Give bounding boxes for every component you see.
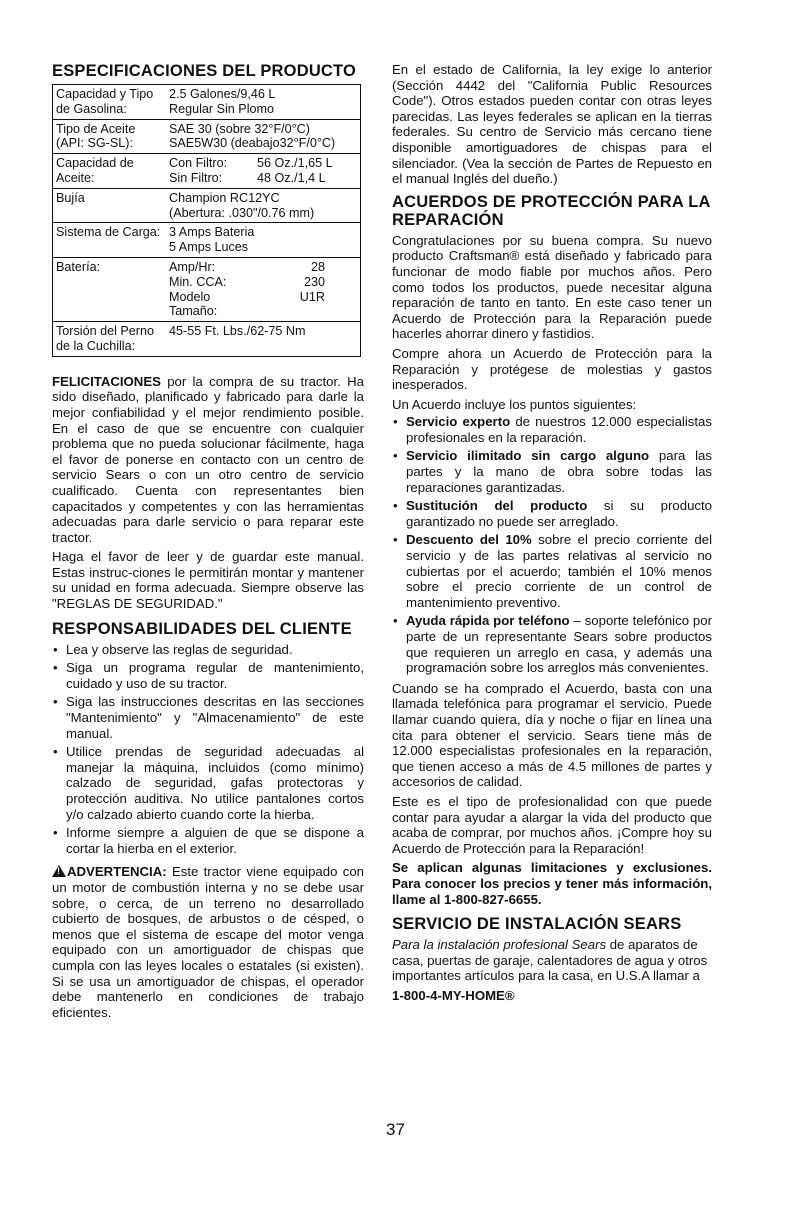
list-item: • Siga un programa regular de mantenimiento, cuidado y uso de su tractor. xyxy=(52,660,364,691)
list-item: • Siga las instrucciones descritas en las secciones "Mantenimiento" y "Almacenamiento" de este manual. xyxy=(52,694,364,741)
servicio-paragraph: Para la instalación profesional Sears de aparatos de casa, puertas de garaje, calentadores de agua y otros importantes artículos para la casa, en U.S.A llamar a xyxy=(392,937,708,984)
spec-key: Batería: xyxy=(56,259,101,274)
spec-key: Sistema de Carga: xyxy=(56,225,161,240)
spec-title: ESPECIFICACIONES DEL PRODUCTO xyxy=(52,62,357,80)
right-column xyxy=(392,62,712,1007)
spec-key: Bujía xyxy=(56,190,85,205)
servicio-phone: 1-800-4-MY-HOME® xyxy=(392,987,515,1003)
spec-value: Amp/Hr: 28 Min. CCA: 230 Modelo Tamaño: U1R xyxy=(169,259,325,319)
spec-row xyxy=(53,322,361,357)
spec-row xyxy=(53,119,361,154)
list-item: • Descuento del 10% sobre el precio corriente del servicio y de las partes relativas al servicio no cubiertas por el acuerdo; también el 10% menos sobre el precio corriente de un control de mantenimiento preventivo. xyxy=(392,532,712,610)
responsibilities-title: RESPONSABILIDADES DEL CLIENTE xyxy=(52,619,352,638)
responsibilities-list xyxy=(52,642,364,857)
list-item: • Ayuda rápida por teléfono – soporte telefónico por parte de un representante Sears sobre productos que requieren un arreglo en casa, y además una programación sobre los arreglos más convenientes. xyxy=(392,613,712,675)
spec-row xyxy=(53,154,361,189)
page-number: 37 xyxy=(386,1120,405,1139)
left-column xyxy=(52,62,364,1024)
spec-value: Con Filtro: 56 Oz./1,65 L Sin Filtro: 48 Oz./1,4 L xyxy=(169,156,333,185)
list-item: • Informe siempre a alguien de que se dispone a cortar la hierba en el exterior. xyxy=(52,825,364,856)
felicitaciones-paragraph: FELICITACIONES por la compra de su tractor. Ha sido diseñado, planificado y fabricado para darle la mejor confiabilidad y el mejor rendimiento posible. En el caso de que se encuentre con cualquier problema que no pueda solucionar fácilmente, haga el favor de ponerse en contacto con un centro de servicio Sears o con un otro centro de servicio cualificado. Cuenta con representantes bien capacitados y competentes y con las herramientas adecuadas para darle servicio o para reparar este tractor. xyxy=(52,373,364,545)
servicio-title: SERVICIO DE INSTALACIÓN SEARS xyxy=(392,915,682,934)
california-paragraph: En el estado de California, la ley exige lo anterior (Sección 4442 del "California Public Resources Code"). Otros estados pueden contar con otras leyes parecidas. Las leyes federales se aplican en la tierras federales. Su centro de Servicio más cercano tiene disponible amortiguadores de chispas para el silenciador. (Vea la sección de Partes de Repuesto en el manual Inglés del dueño.) xyxy=(392,62,712,187)
agreement-benefits-list xyxy=(392,414,712,676)
spec-row xyxy=(53,188,361,223)
manual-paragraph: Haga el favor de leer y de guardar este manual. Estas instruc-ciones le permitirán montar y mantener su unidad en forma adecuada. Siempre observe las "REGLAS DE SEGURIDAD." xyxy=(52,549,364,612)
spec-value: 2.5 Galones/9,46 L Regular Sin Plomo xyxy=(169,87,276,116)
spec-value: SAE 30 (sobre 32°F/0°C) SAE5W30 (deabajo32°F/0°C) xyxy=(169,121,336,151)
spec-value: Champion RC12YC (Abertura: .030"/0.76 mm) xyxy=(169,190,315,220)
acuerdos-paragraph: Compre ahora un Acuerdo de Protección para la Reparación y protégese de molestias y gastos inesperados. xyxy=(392,345,712,393)
list-item: • Servicio experto de nuestros 12.000 especialistas profesionales en la reparación. xyxy=(392,414,712,445)
spec-row xyxy=(53,257,361,321)
list-item: • Lea y observe las reglas de seguridad. xyxy=(52,642,364,658)
list-item: • Sustitución del producto si su producto garantizado no puede ser arreglado. xyxy=(392,498,712,529)
spec-key: Capacidad y Tipo de Gasolina: xyxy=(56,87,154,116)
este-paragraph: Este es el tipo de profesionalidad con que puede contar para ayudar a alargar la vida del producto que acaba de comprar, por muchos años. ¡Compre hoy su Acuerdo de Protección para la Reparación! xyxy=(392,793,712,856)
spec-table xyxy=(52,84,361,357)
spec-key: Torsión del Perno de la Cuchilla: xyxy=(56,324,155,353)
warning-icon xyxy=(52,865,66,877)
limitations-paragraph: Se aplican algunas limitaciones y exclusiones. Para conocer los precios y tener más información, llame al 1-800-827-6655. xyxy=(392,860,712,907)
acuerdos-paragraph: Un Acuerdo incluye los puntos siguientes: xyxy=(392,396,637,412)
warning-paragraph: !ADVERTENCIA: Este tractor viene equipado con un motor de combustión interna y no se debe usar sobre, o cerca, de un terreno no desarrollado cubierto de bosques, de arbustos o de césped, o menos que el sistema de escape del motor venga equipado con un amortiguador de chispas que cumpla con las leyes locales o estatales (si existen). Si se usa un amortiguador de chispas, el operador debe mantenerlo en condiciones de trabajo eficientes. xyxy=(52,864,364,1020)
spec-key: Tipo de Aceite (API: SG-SL): xyxy=(56,121,136,151)
list-item: • Utilice prendas de seguridad adecuadas al manejar la máquina, incluidos (como mínimo) calzado de seguridad, gafas protectoras y protección auditiva. No utilice pantalones cortos y/o calzado abierto cuando corte la hierba. xyxy=(52,744,364,822)
spec-key: Capacidad de Aceite: xyxy=(56,156,134,185)
acuerdos-title: ACUERDOS DE PROTECCIÓN PARA LA REPARACIÓN xyxy=(392,192,710,229)
spec-value: 45-55 Ft. Lbs./62-75 Nm xyxy=(169,324,306,339)
spec-row xyxy=(53,223,361,258)
cuando-paragraph: Cuando se ha comprado el Acuerdo, basta con una llamada telefónica para programar el servicio. Puede llamar cuando quiera, día y noche o fijar en línea una cita para obtener el servicio. Sears tiene más de 12.000 especialistas profesionales en la reparación, que tienen acceso a más de 4.5 millones de partes y accesorios de calidad. xyxy=(392,680,712,790)
list-item: • Servicio ilimitado sin cargo alguno para las partes y la mano de obra sobre todas las reparaciones garantizadas. xyxy=(392,448,712,495)
spec-value: 3 Amps Bateria 5 Amps Luces xyxy=(169,225,255,255)
spec-row xyxy=(53,85,361,120)
acuerdos-paragraph: Congratulaciones por su buena compra. Su nuevo producto Craftsman® está diseñado y fabricado para funcionar de modo fiable por muchos años. Pero como todos los productos, puede necesitar alguna reparación de tanto en tanto. En este caso tener un Acuerdo de Protección para la Reparación puede hacerles ahorrar dinero y fastidios. xyxy=(392,232,712,342)
